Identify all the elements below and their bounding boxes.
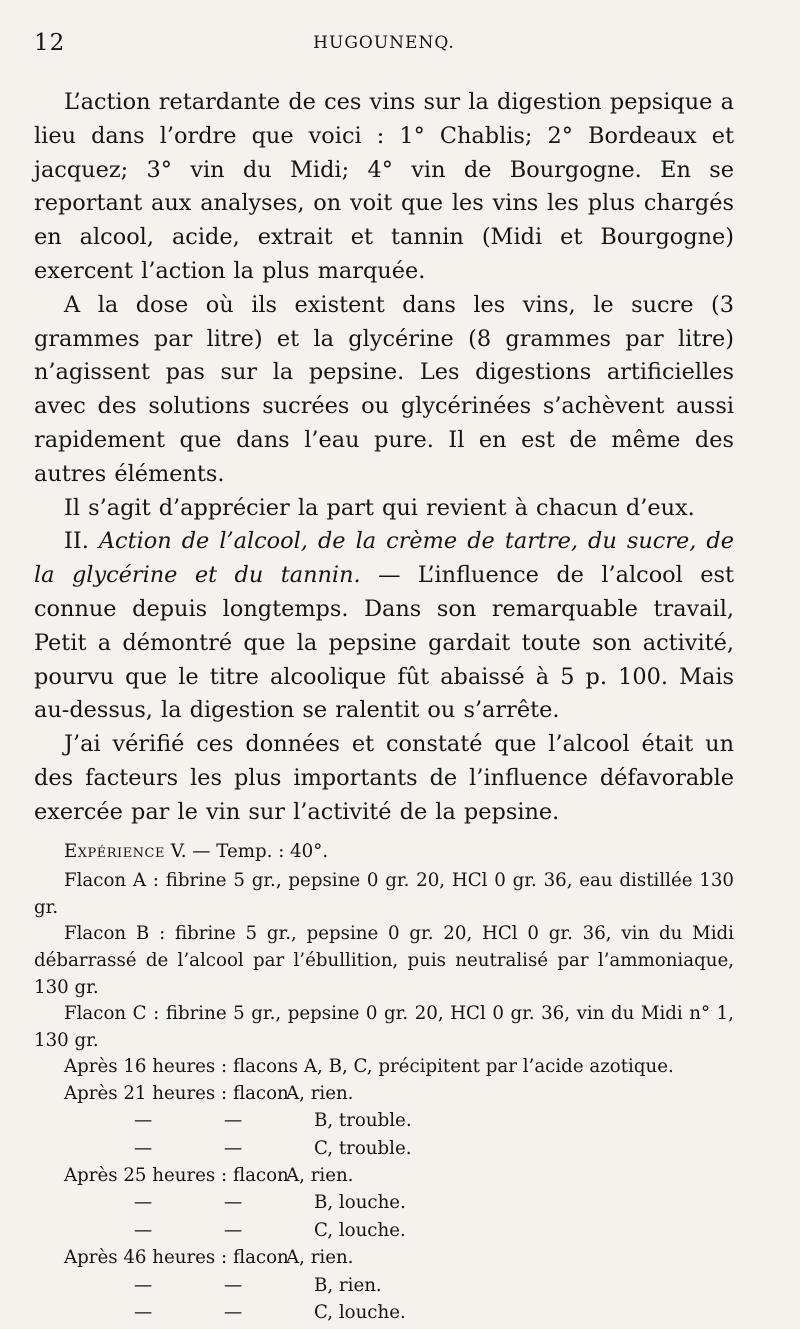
result-value: C, trouble. (314, 1137, 412, 1159)
page-header (34, 30, 734, 64)
result-row (34, 1275, 734, 1302)
experiment-label: Expérience (64, 840, 165, 862)
ditto-mark: — (224, 1110, 243, 1132)
result-value: A, rien. (286, 1082, 354, 1104)
result-value: A, rien. (286, 1165, 354, 1187)
result-row (34, 1302, 734, 1329)
result-row (34, 1138, 734, 1165)
section-text: L’influence de l’alcool est connue depuis longtemps. Dans son remarquable travail, Petit a démontré que la pepsine gardait toute son activité, pourvu que le titre alcoolique fût abaissé à 5 p. 100. Mais au-dessus, la digestion se ralentit ou s’arrête. (34, 562, 734, 724)
main-text (34, 86, 734, 830)
result-value: B, trouble. (314, 1110, 412, 1132)
result-row (34, 1083, 734, 1110)
ditto-mark: — (224, 1302, 243, 1323)
flacon-b: Flacon B : fibrine 5 gr., pepsine 0 gr. 20, HCl 0 gr. 36, vin du Midi débarrassé de l’alcool par l’ébullition, puis neutralisé par l’ammoniaque, 130 gr. (34, 923, 734, 998)
result-time: Après 21 heures : flacon (64, 1082, 289, 1104)
section-title: Action de l’alcool, de la crème de tartre, du sucre, de la glycérine et du tannin. (34, 528, 734, 589)
result-row (34, 1110, 734, 1137)
ditto-mark: — (224, 1219, 243, 1241)
flacon-c: Flacon C : fibrine 5 gr., pepsine 0 gr. 20, HCl 0 gr. 36, vin du Midi n° 1, 130 gr. (34, 1003, 734, 1051)
result-value: B, rien. (314, 1274, 382, 1296)
ditto-mark: — (134, 1219, 153, 1241)
ditto-mark: — (134, 1137, 153, 1159)
section-dash: — (378, 562, 401, 589)
book-page (34, 30, 734, 1329)
experiment-block (34, 839, 734, 1329)
results-table (34, 1083, 734, 1329)
result-row (34, 1165, 734, 1192)
result-row (34, 1247, 734, 1274)
ditto-mark: — (134, 1110, 153, 1132)
paragraph: Il s’agit d’apprécier la part qui revient à chacun d’eux. (64, 494, 695, 521)
section-number: II. (64, 528, 89, 555)
running-title: HUGOUNENQ. (313, 33, 455, 53)
experiment-heading (34, 839, 734, 866)
result-row (34, 1220, 734, 1247)
result-value: B, louche. (314, 1192, 406, 1214)
result-row (34, 1192, 734, 1219)
result-value: C, louche. (314, 1302, 406, 1323)
result-16h: Après 16 heures : flacons A, B, C, précipitent par l’acide azotique. (64, 1056, 674, 1078)
result-time: Après 46 heures : flacon (64, 1247, 289, 1269)
ditto-mark: — (134, 1192, 153, 1214)
ditto-mark: — (224, 1192, 243, 1214)
ditto-mark: — (224, 1137, 243, 1159)
section-paragraph (34, 525, 734, 728)
ditto-mark: — (134, 1274, 153, 1296)
flacon-a: Flacon A : fibrine 5 gr., pepsine 0 gr. 20, HCl 0 gr. 36, eau distillée 130 gr. (34, 870, 734, 918)
paragraph: A la dose où ils existent dans les vins, le sucre (3 grammes par litre) et la glycérine (8 grammes par litre) n’agissent pas sur la pepsine. Les digestions artificielles avec des solutions sucrées ou glycérinées s’achèvent aussi rapidement que dans l’eau pure. Il en est de même des autres éléments. (34, 291, 734, 487)
page-number: 12 (34, 30, 66, 56)
ditto-mark: — (134, 1302, 153, 1323)
ditto-mark: — (224, 1274, 243, 1296)
experiment-heading-rest: V. — Temp. : 40°. (165, 840, 329, 862)
result-value: C, louche. (314, 1219, 406, 1241)
paragraph: J’ai vérifié ces données et constaté que l’alcool était un des facteurs les plus importants de l’influence défavorable exercée par le vin sur l’activité de la pepsine. (34, 731, 734, 825)
result-value: A, rien. (286, 1247, 354, 1269)
result-time: Après 25 heures : flacon (64, 1165, 289, 1187)
paragraph: L’action retardante de ces vins sur la digestion pepsique a lieu dans l’ordre que voici : 1° Chablis; 2° Bordeaux et jacquez; 3° vin du Midi; 4° vin de Bourgogne. En se reportant aux analyses, on voit que les vins les plus chargés en alcool, acide, extrait et tannin (Midi et Bourgogne) exercent l’action la plus marquée. (34, 89, 734, 284)
